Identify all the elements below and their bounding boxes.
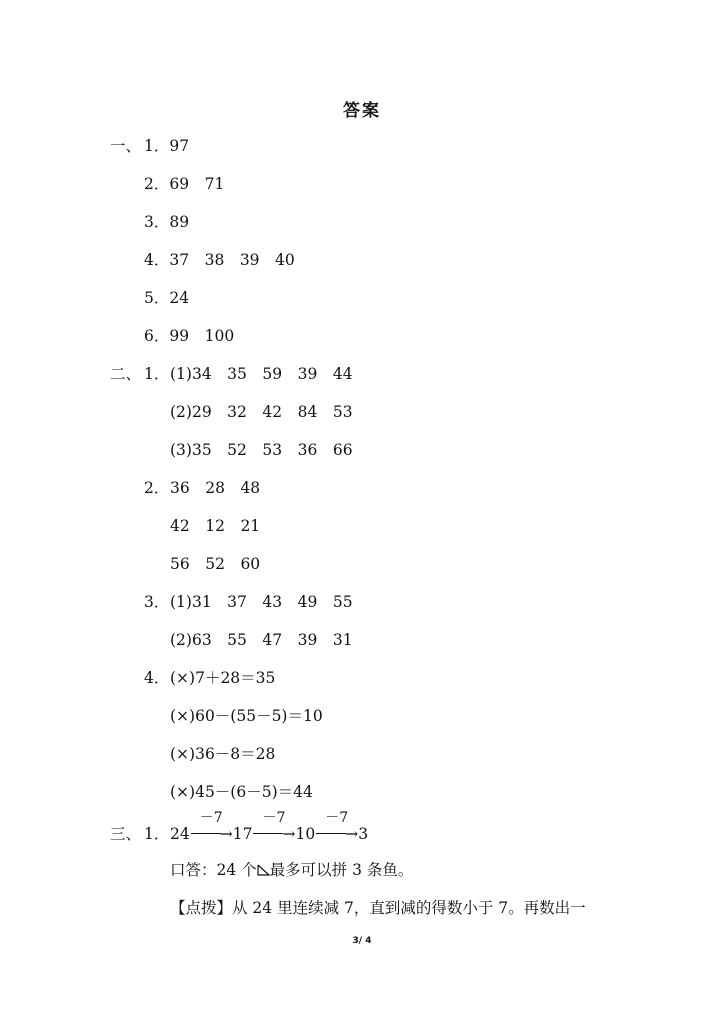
section2-q2-line-2: 42 12 21: [170, 517, 261, 535]
section2-q3-number: 3．: [144, 593, 170, 611]
arrow-icon: →: [219, 825, 233, 843]
section1-item-3: [144, 212, 189, 232]
section3-marker: 三、: [110, 825, 142, 843]
section2-q2-number: 2．: [144, 479, 170, 497]
chain-value-1: 24: [170, 825, 190, 843]
item-answer: 99 100: [169, 327, 235, 345]
oral-answer-suffix: 最多可以拼 3 条鱼。: [269, 861, 414, 879]
section2-q1-line-2: (2)29 32 42 84 53: [170, 403, 353, 421]
oral-answer: [170, 860, 413, 880]
chain-arrow-3: [315, 810, 359, 844]
section2-q1-number: 1．: [144, 365, 170, 383]
item-answer: 89: [169, 213, 190, 231]
section1-item-6: [144, 326, 234, 346]
page-number: 3/ 4: [352, 936, 372, 946]
item-answer: 37 38 39 40: [169, 251, 295, 269]
section2-q2-line-1: 36 28 48: [170, 479, 261, 497]
section2-q1-line-1: (1)34 35 59 39 44: [170, 365, 353, 383]
arrow-icon: →: [282, 825, 296, 843]
section1-item-5: [144, 288, 189, 308]
chain-arrow-2: [252, 810, 296, 844]
section2-q1-line-3: (3)35 52 53 36 66: [170, 441, 353, 459]
section2-q4-number: 4．: [144, 669, 170, 687]
chain-value-3: 10: [295, 825, 316, 843]
section2-q4-line-4: (×)45－(6－5)＝44: [170, 783, 313, 801]
item-number: 2．: [144, 175, 170, 193]
section3-q1-number: 1．: [144, 825, 170, 843]
chain-arrow-1: [190, 810, 233, 844]
section1-item-4: [144, 250, 295, 270]
section1-item-1: [144, 136, 189, 156]
triangle-icon: [257, 864, 270, 876]
page-title: 答案: [343, 101, 381, 121]
arrow-icon: →: [345, 825, 359, 843]
chain-op-label: －7: [262, 810, 286, 826]
section2-q3-line-1: (1)31 37 43 49 55: [170, 593, 353, 611]
item-answer: 24: [169, 289, 190, 307]
chain-op-label: －7: [325, 810, 349, 826]
item-number: 1．: [144, 137, 170, 155]
section2-q4-line-1: (×)7＋28＝35: [170, 669, 276, 687]
item-number: 6．: [144, 327, 170, 345]
chain-op-label: －7: [199, 810, 223, 826]
section2-q4-line-2: (×)60－(55－5)＝10: [170, 707, 323, 725]
chain-value-2: 17: [232, 825, 253, 843]
item-answer: 69 71: [169, 175, 225, 193]
section1-item-2: [144, 174, 224, 194]
section1-marker: 一、: [110, 137, 142, 155]
oral-answer-prefix: 口答：24 个: [170, 861, 257, 879]
item-number: 3．: [144, 213, 170, 231]
subtraction-chain: [170, 810, 369, 844]
hint-text: 【点拨】从 24 里连续减 7，直到减的得数小于 7。再数出一: [170, 899, 586, 917]
item-number: 5．: [144, 289, 170, 307]
section2-q4-line-3: (×)36－8＝28: [170, 745, 276, 763]
item-answer: 97: [169, 137, 190, 155]
chain-value-4: 3: [358, 825, 369, 843]
item-number: 4．: [144, 251, 170, 269]
section2-q3-line-2: (2)63 55 47 39 31: [170, 631, 353, 649]
section2-q2-line-3: 56 52 60: [170, 555, 261, 573]
section2-marker: 二、: [110, 365, 142, 383]
